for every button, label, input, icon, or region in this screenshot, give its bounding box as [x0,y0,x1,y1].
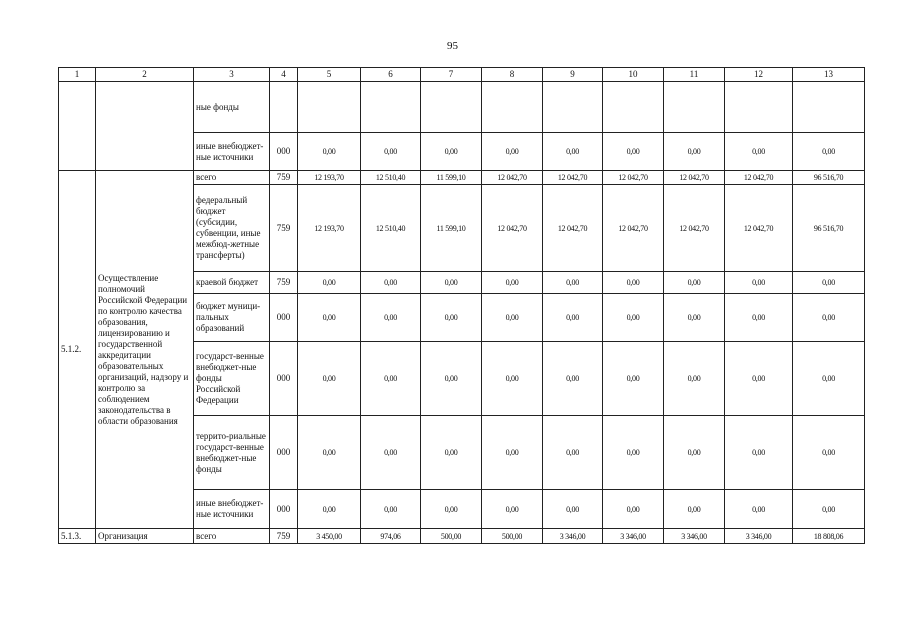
column-header-7: 7 [421,68,482,82]
section-name: Организация [96,529,194,544]
budget-code: 759 [270,185,298,272]
budget-table [58,67,865,544]
budget-code: 000 [270,342,298,416]
funding-source: террито-риальные государст-венные внебюджет-ные фонды [194,416,270,490]
amount-cell: 0,00 [664,490,725,529]
amount-cell: 3 450,00 [298,529,361,544]
amount-cell: 0,00 [793,490,865,529]
amount-cell: 0,00 [543,294,603,342]
amount-cell: 974,06 [361,529,421,544]
amount-cell: 0,00 [421,294,482,342]
amount-cell [603,82,664,133]
amount-cell: 12 042,70 [664,171,725,185]
table-row [59,171,865,185]
amount-cell: 0,00 [298,294,361,342]
amount-cell: 0,00 [725,272,793,294]
amount-cell: 0,00 [664,416,725,490]
amount-cell: 0,00 [361,342,421,416]
amount-cell: 0,00 [421,490,482,529]
column-header-10: 10 [603,68,664,82]
funding-source: бюджет муници-пальных образований [194,294,270,342]
table-row [59,82,865,133]
amount-cell: 0,00 [482,294,543,342]
amount-cell: 3 346,00 [603,529,664,544]
amount-cell: 12 042,70 [482,185,543,272]
amount-cell: 0,00 [664,272,725,294]
section-name-cell [96,82,194,171]
amount-cell [361,82,421,133]
amount-cell [543,82,603,133]
amount-cell: 500,00 [421,529,482,544]
funding-source: федеральный бюджет (субсидии, субвенции, иные межбюд-жетные трансферты) [194,185,270,272]
section-name: Осуществление полномочий Российской Федерации по контролю качества образования, лицензированию и государственной аккредитации образовательных организаций, надзору и контролю за соблюдением законодательства в области образования [96,171,194,529]
budget-code: 000 [270,294,298,342]
amount-cell: 0,00 [421,342,482,416]
amount-cell: 0,00 [298,272,361,294]
amount-cell: 0,00 [482,133,543,171]
amount-cell: 0,00 [298,416,361,490]
amount-cell: 0,00 [298,490,361,529]
amount-cell: 0,00 [421,133,482,171]
amount-cell: 0,00 [725,133,793,171]
amount-cell: 3 346,00 [543,529,603,544]
column-header-3: 3 [194,68,270,82]
amount-cell [725,82,793,133]
amount-cell: 12 510,40 [361,171,421,185]
amount-cell: 12 042,70 [482,171,543,185]
amount-cell: 0,00 [603,342,664,416]
amount-cell: 0,00 [543,416,603,490]
amount-cell: 0,00 [543,272,603,294]
amount-cell [793,82,865,133]
page-number: 95 [447,40,458,52]
amount-cell: 0,00 [421,416,482,490]
amount-cell: 0,00 [482,342,543,416]
funding-source: краевой бюджет [194,272,270,294]
budget-code: 759 [270,529,298,544]
amount-cell: 0,00 [793,294,865,342]
amount-cell: 0,00 [603,490,664,529]
section-number: 5.1.2. [59,171,96,529]
amount-cell [664,82,725,133]
amount-cell: 0,00 [361,490,421,529]
amount-cell: 12 042,70 [543,171,603,185]
amount-cell: 0,00 [664,342,725,416]
amount-cell: 18 808,06 [793,529,865,544]
amount-cell: 12 042,70 [725,171,793,185]
column-header-12: 12 [725,68,793,82]
amount-cell: 0,00 [725,342,793,416]
amount-cell: 3 346,00 [725,529,793,544]
amount-cell: 12 193,70 [298,171,361,185]
section-number: 5.1.3. [59,529,96,544]
amount-cell: 11 599,10 [421,185,482,272]
column-header-8: 8 [482,68,543,82]
funding-source: государст-венные внебюджет-ные фонды Российской Федерации [194,342,270,416]
column-header-13: 13 [793,68,865,82]
funding-source: иные внебюджет-ные источники [194,490,270,529]
budget-code: 000 [270,490,298,529]
amount-cell: 0,00 [482,272,543,294]
amount-cell: 12 042,70 [603,185,664,272]
amount-cell: 0,00 [793,133,865,171]
amount-cell: 0,00 [543,490,603,529]
amount-cell: 12 193,70 [298,185,361,272]
funding-source: ные фонды [194,82,270,133]
amount-cell: 0,00 [361,416,421,490]
amount-cell [421,82,482,133]
column-header-6: 6 [361,68,421,82]
header-row [59,68,865,82]
budget-code: 759 [270,171,298,185]
column-header-4: 4 [270,68,298,82]
column-header-1: 1 [59,68,96,82]
amount-cell: 96 516,70 [793,185,865,272]
amount-cell: 0,00 [361,272,421,294]
amount-cell: 12 510,40 [361,185,421,272]
amount-cell: 0,00 [725,294,793,342]
funding-source: всего [194,529,270,544]
amount-cell: 12 042,70 [664,185,725,272]
budget-code: 000 [270,133,298,171]
budget-code [270,82,298,133]
amount-cell: 0,00 [664,133,725,171]
amount-cell [298,82,361,133]
section-number-cell [59,82,96,171]
amount-cell: 0,00 [361,294,421,342]
amount-cell: 0,00 [793,416,865,490]
amount-cell: 11 599,10 [421,171,482,185]
funding-source: всего [194,171,270,185]
amount-cell: 0,00 [482,490,543,529]
amount-cell: 0,00 [603,294,664,342]
amount-cell: 0,00 [603,416,664,490]
amount-cell: 96 516,70 [793,171,865,185]
column-header-2: 2 [96,68,194,82]
column-header-11: 11 [664,68,725,82]
amount-cell: 12 042,70 [603,171,664,185]
column-header-9: 9 [543,68,603,82]
amount-cell: 0,00 [603,133,664,171]
amount-cell: 0,00 [725,416,793,490]
amount-cell: 0,00 [482,416,543,490]
amount-cell: 0,00 [421,272,482,294]
amount-cell: 0,00 [664,294,725,342]
amount-cell [482,82,543,133]
amount-cell: 0,00 [793,342,865,416]
amount-cell: 0,00 [603,272,664,294]
amount-cell: 0,00 [543,342,603,416]
budget-code: 000 [270,416,298,490]
amount-cell: 500,00 [482,529,543,544]
amount-cell: 0,00 [543,133,603,171]
amount-cell: 0,00 [298,342,361,416]
amount-cell: 0,00 [725,490,793,529]
amount-cell: 0,00 [793,272,865,294]
column-header-5: 5 [298,68,361,82]
amount-cell: 0,00 [298,133,361,171]
table-row [59,529,865,544]
funding-source: иные внебюджет-ные источники [194,133,270,171]
amount-cell: 0,00 [361,133,421,171]
amount-cell: 12 042,70 [725,185,793,272]
amount-cell: 12 042,70 [543,185,603,272]
budget-code: 759 [270,272,298,294]
amount-cell: 3 346,00 [664,529,725,544]
